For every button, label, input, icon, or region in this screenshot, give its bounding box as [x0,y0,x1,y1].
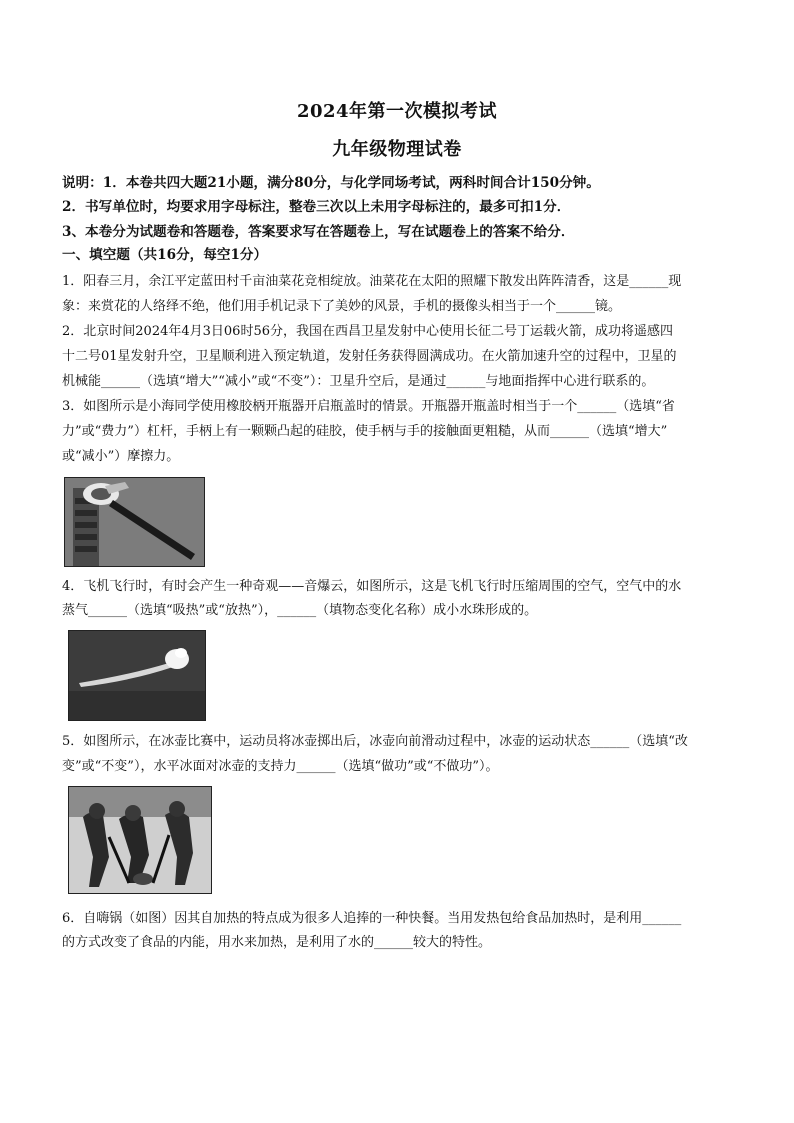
instruction-3: 3、本卷分为试题卷和答题卷，答案要求写在答题卷上，写在试题卷上的答案不给分． [62,224,575,240]
question-3-line-1: 3．如图所示是小海同学使用橡胶柄开瓶器开启瓶盖时的情景。开瓶器开瓶盖时相当于一个______（选填“省 [62,399,675,414]
question-2-line-1: 2．北京时间2024年4月3日06时56分，我国在西昌卫星发射中心使用长征二号丁运载火箭，成功将遥感四 [62,324,673,339]
instruction-2: 2．书写单位时，均要求用字母标注，整卷三次以上未用字母标注的，最多可扣1分． [62,199,571,215]
question-1-line-2: 象：来赏花的人络绎不绝，他们用手机记录下了美妙的风景，手机的摄像头相当于一个______镜。 [62,299,622,314]
question-2-line-2: 十二号01星发射升空，卫星顺利进入预定轨道，发射任务获得圆满成功。在火箭加速升空的过程中，卫星的 [62,349,677,364]
question-5-line-2: 变”或“不变”），水平冰面对冰壶的支持力______（选填“做功”或“不做功”）。 [62,759,499,774]
exam-title: 2024年第一次模拟考试 [296,101,498,122]
question-4-line-1: 4．飞机飞行时，有时会产生一种奇观——音爆云，如图所示，这是飞机飞行时压缩周围的空气，空气中的水 [62,579,682,594]
question-6-line-1: 6．自嗨锅（如图）因其自加热的特点成为很多人追捧的一种快餐。当用发热包给食品加热时，是利用______ [62,911,682,926]
instruction-1: 说明：1．本卷共四大题21小题，满分80分，与化学同场考试，两科时间合计150分钟。 [62,175,600,191]
question-3-line-3: 或“减小”）摩擦力。 [62,449,180,464]
bottle-opener-photo [64,477,205,567]
curling-photo [68,786,212,894]
question-2-line-3: 机械能______（选填“增大”“减小”或“不变”）：卫星升空后，是通过______与地面指挥中心进行联系的。 [62,374,655,389]
exam-subtitle: 九年级物理试卷 [332,139,462,160]
question-3-line-2: 力”或“费力”）杠杆，手柄上有一颗颗凸起的硅胶，使手柄与手的接触面更粗糙，从而______（选填“增大” [62,424,668,439]
question-4-line-2: 蒸气______（选填“吸热”或“放热”），______（填物态变化名称）成小水珠形成的。 [62,603,538,618]
question-5-line-1: 5．如图所示，在冰壶比赛中，运动员将冰壶掷出后，冰壶向前滑动过程中，冰壶的运动状态______（选填“改 [62,734,688,749]
question-6-line-2: 的方式改变了食品的内能，用水来加热，是利用了水的______较大的特性。 [62,935,492,950]
sonic-boom-cloud-photo [68,630,206,721]
section-heading-fill-in: 一、填空题（共16分，每空1分） [62,247,268,263]
question-1-line-1: 1．阳春三月，余江平定蓝田村千亩油菜花竞相绽放。油菜花在太阳的照耀下散发出阵阵清香，这是______现 [62,274,682,289]
